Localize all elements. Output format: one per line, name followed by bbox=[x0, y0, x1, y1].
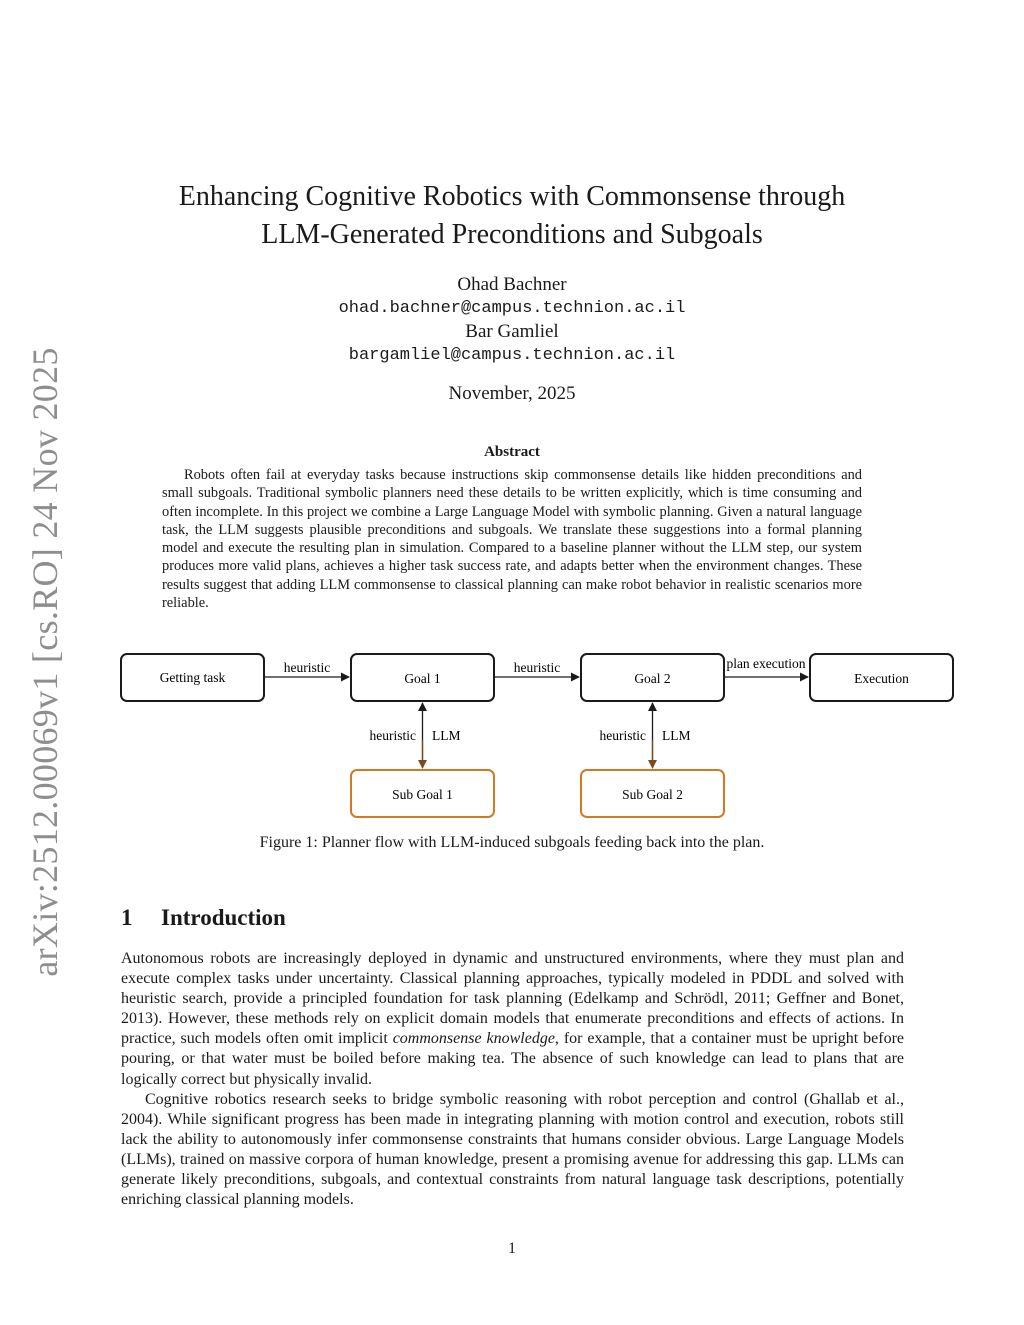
author-name-1: Ohad Bachner bbox=[457, 274, 567, 295]
page-number: 1 bbox=[508, 1240, 516, 1257]
edge-label-heuristic-4: heuristic bbox=[599, 728, 646, 743]
node-execution-label: Execution bbox=[854, 671, 909, 686]
section-title: Introduction bbox=[161, 905, 286, 930]
node-goal-1-label: Goal 1 bbox=[404, 671, 441, 686]
node-subgoal-1 bbox=[351, 770, 494, 817]
node-execution bbox=[810, 654, 953, 701]
edge-label-llm-1: LLM bbox=[432, 728, 461, 743]
paragraph-1-part-a: Autonomous robots are increasingly deployed in dynamic and unstructured environments, where they must plan and execute complex tasks under uncertainty. Classical planning approaches, typically modeled in PDDL and solved with heuristic search, provide a principled foundation for task planning (Edelkamp and Schrödl, 2011; Geffner and Bonet, 2013). However, these methods rely on explicit domain models that enumerate preconditions and effects of actions. In practice, such models often omit implicit bbox=[121, 950, 904, 1048]
paragraph-1-emphasis: commonsense knowledge bbox=[392, 1030, 555, 1048]
edge-label-heuristic-3: heuristic bbox=[369, 728, 416, 743]
edge-label-heuristic-1: heuristic bbox=[283, 660, 331, 675]
section-heading bbox=[121, 905, 286, 931]
title-line-1: Enhancing Cognitive Robotics with Commonsense through bbox=[178, 181, 846, 212]
node-goal-1 bbox=[351, 654, 494, 701]
paragraph-1-part-b: , for example, that a container must be upright before pouring, or that water must be boiled before making tea. The absence of such knowledge can lead to plans that are logically correct but physically invalid. bbox=[121, 1030, 905, 1088]
edge-label-plan-execution: plan execution bbox=[726, 656, 806, 671]
author-name-2: Bar Gamliel bbox=[465, 321, 559, 342]
edge-label-heuristic-2: heuristic bbox=[513, 660, 561, 675]
edge-label-llm-2: LLM bbox=[662, 728, 691, 743]
planner-flow-figure bbox=[0, 640, 1024, 830]
paragraph-2: Cognitive robotics research seeks to bridge symbolic reasoning with robot perception and control (Ghallab et al., 2004). While significant progress has been made in integrating planning with motion control and execution, robots still lack the ability to autonomously infer commonsense constraints that humans consider obvious. Large Language Models (LLMs), trained on massive corpora of human knowledge, present a promising avenue for addressing this gap. LLMs can generate likely preconditions, subgoals, and contextual constraints from natural language task descriptions, potentially enriching classical planning models. bbox=[121, 1090, 904, 1209]
section-number: 1 bbox=[121, 905, 133, 930]
title-line-2: LLM-Generated Preconditions and Subgoals bbox=[261, 219, 763, 250]
introduction-body bbox=[121, 949, 904, 1210]
author-email-1[interactable]: ohad.bachner@campus.technion.ac.il bbox=[338, 299, 686, 318]
node-getting-task bbox=[121, 654, 264, 701]
node-subgoal-2-label: Sub Goal 2 bbox=[622, 787, 683, 802]
author-email-2[interactable]: bargamliel@campus.technion.ac.il bbox=[348, 346, 676, 365]
abstract-heading: Abstract bbox=[484, 444, 540, 460]
paper-date: November, 2025 bbox=[448, 383, 576, 404]
arxiv-stamp: arXiv:2512.00069v1 [cs.RO] 24 Nov 2025 bbox=[25, 347, 65, 977]
node-getting-task-label: Getting task bbox=[159, 670, 226, 685]
abstract-text: Robots often fail at everyday tasks because instructions skip commonsense details like hidden preconditions and small subgoals. Traditional symbolic planners need these details to be written explicitly, which is time consuming and often incomplete. In this project we combine a Large Language Model with symbolic planning. Given a natural language task, the LLM suggests plausible preconditions and subgoals. We translate these suggestions into a formal planning model and execute the resulting plan in simulation. Compared to a baseline planner without the LLM step, our system produces more valid plans, achieves a higher task success rate, and adapts better when the environment changes. These results suggest that adding LLM commonsense to classical planning can make robot behavior in realistic scenarios more reliable. bbox=[162, 467, 862, 612]
node-subgoal-2 bbox=[581, 770, 724, 817]
paper-title bbox=[0, 178, 1024, 254]
node-goal-2 bbox=[581, 654, 724, 701]
paragraph-1 bbox=[121, 949, 904, 1090]
node-goal-2-label: Goal 2 bbox=[634, 671, 671, 686]
node-subgoal-1-label: Sub Goal 1 bbox=[392, 787, 453, 802]
figure-caption: Figure 1: Planner flow with LLM-induced subgoals feeding back into the plan. bbox=[259, 834, 765, 851]
